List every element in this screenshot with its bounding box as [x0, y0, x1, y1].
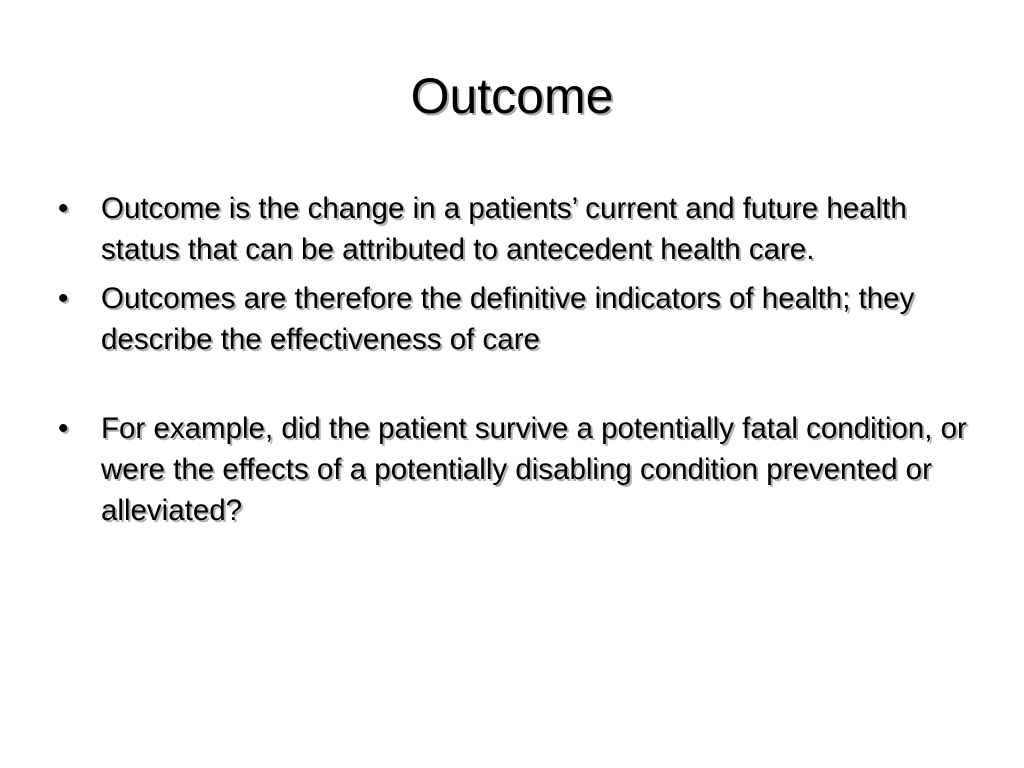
bullet-list [56, 188, 976, 531]
bullet-marker: • [58, 282, 69, 315]
bullet-text: Outcome is the change in a patients’ current and future health status that can be attributed to antecedent health care. [101, 192, 907, 266]
bullet-text: Outcomes are therefore the definitive indicators of health; they describe the effectiveness of care [101, 282, 915, 356]
bullet-item-example [56, 408, 976, 531]
bullet-item-outcome-definition [56, 188, 976, 270]
bullet-marker: • [58, 192, 69, 225]
slide-title: Outcome [410, 68, 614, 124]
bullet-marker: • [58, 412, 69, 445]
bullet-item-definitive-indicators [56, 278, 976, 360]
bullet-text: For example, did the patient survive a potentially fatal condition, or were the effects of a potentially disabling condition prevented or alleviated? [101, 412, 967, 527]
